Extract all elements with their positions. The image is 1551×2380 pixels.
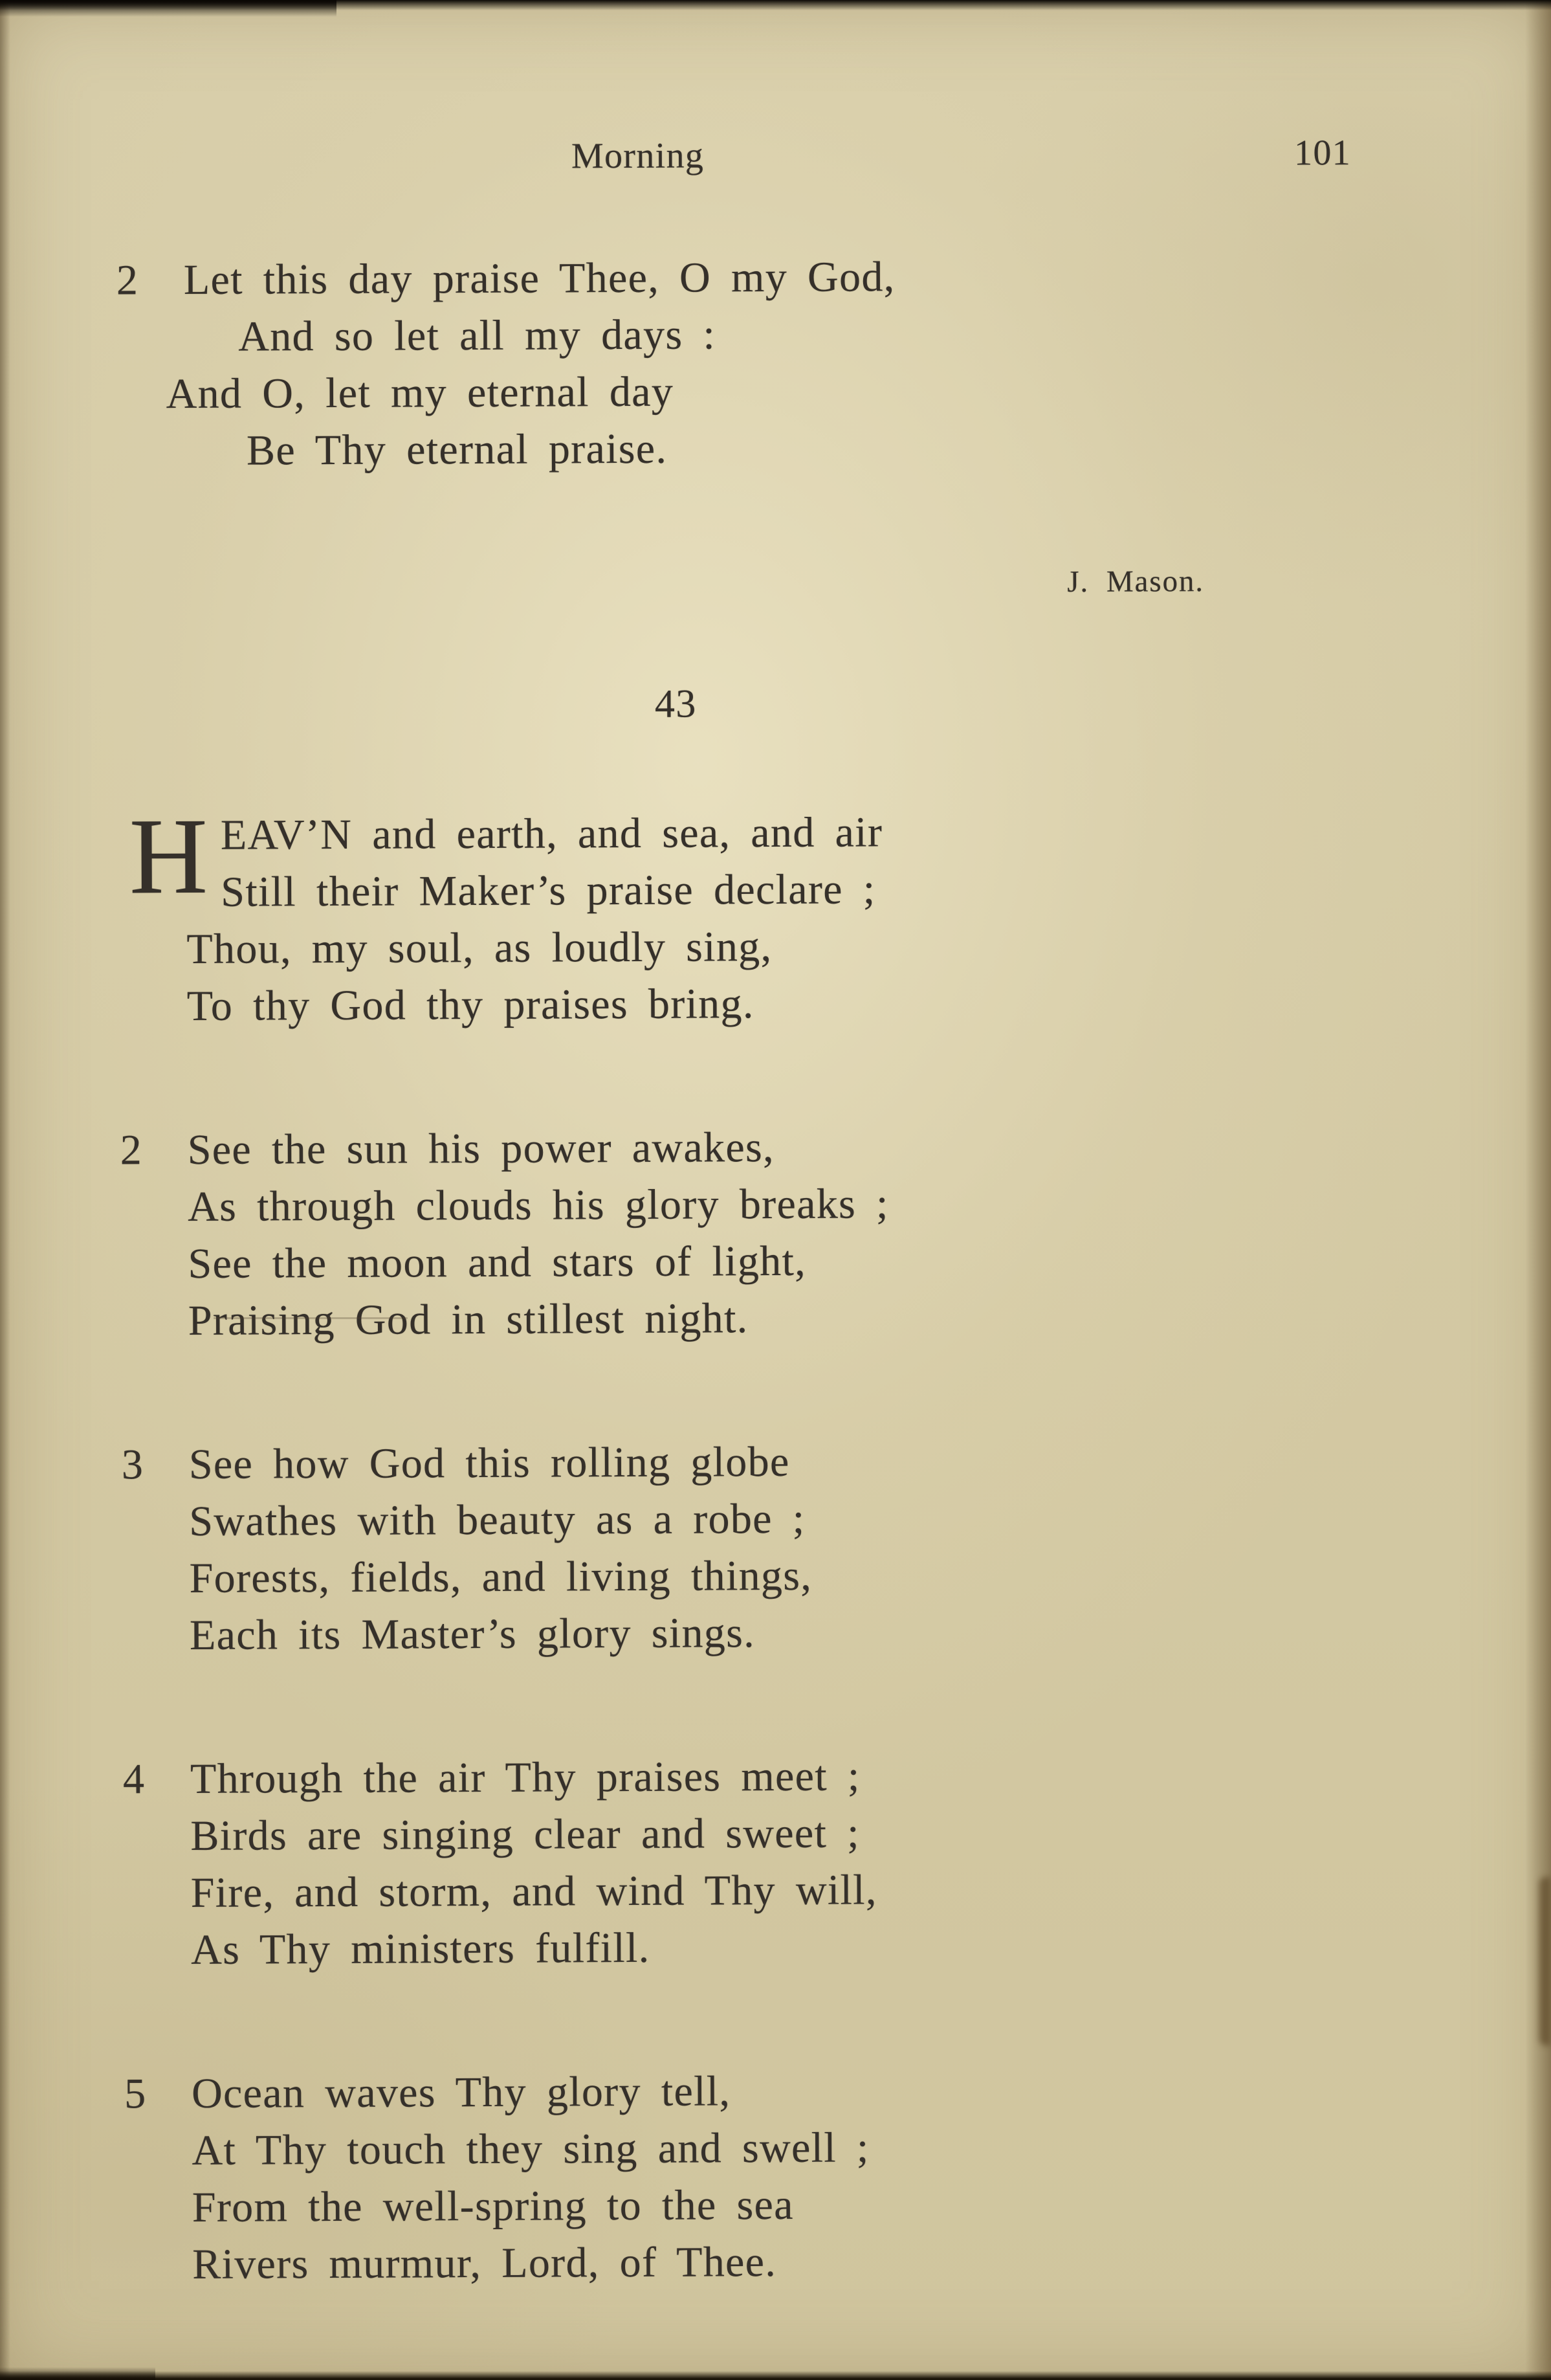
stanza-line: Through the air Thy praises meet ; <box>190 1752 861 1803</box>
stanza <box>129 795 1251 1035</box>
stanza-line: And O, let my eternal day <box>166 368 674 418</box>
stanza-line: Rivers murmur, Lord, of Thee. <box>192 2238 777 2288</box>
closing-stanza <box>116 247 1249 480</box>
stanza-line: Ocean waves Thy glory tell, <box>191 2067 731 2117</box>
stanza-line: Thou, my soul, as loudly sing, <box>186 923 773 973</box>
stanza-line: Forests, fields, and living things, <box>189 1551 813 1602</box>
stanza-line: Fire, and storm, and wind Thy will, <box>190 1866 877 1917</box>
stanza-line: As through clouds his glory breaks ; <box>187 1180 889 1230</box>
scan-corner-shadow <box>0 2367 155 2380</box>
stanza <box>121 1432 1255 1664</box>
stanza-line: Praising God in stillest night. <box>188 1295 749 1344</box>
stanza-line: To thy God thy praises bring. <box>186 980 754 1030</box>
page-header <box>183 131 1352 194</box>
scan-artifact-line <box>214 1317 408 1319</box>
stanza <box>120 1117 1253 1350</box>
section-title: Morning <box>571 135 705 177</box>
stanza-number: 5 <box>124 2070 147 2118</box>
stanza-line: See how God this rolling globe <box>188 1438 790 1488</box>
stanza-line: See the moon and stars of light, <box>188 1237 807 1287</box>
stanza-number: 4 <box>122 1755 146 1803</box>
scan-edge-top-left <box>0 0 336 17</box>
scan-edge-bottom <box>0 2371 1551 2380</box>
page-number: 101 <box>1293 133 1352 173</box>
stanza-line: As Thy ministers fulfill. <box>190 1924 650 1974</box>
author-attribution: J. Mason. <box>1067 564 1205 599</box>
stanza-line: Be Thy eternal praise. <box>246 425 668 474</box>
stanza-line: Swathes with beauty as a robe ; <box>189 1495 806 1545</box>
stanza-line: At Thy touch they sing and swell ; <box>192 2124 870 2174</box>
hymn-number: 43 <box>654 682 697 726</box>
stanza-line: From the well-spring to the sea <box>192 2181 794 2231</box>
stanza <box>122 1746 1256 1979</box>
scan-edge-notch <box>1539 1877 1551 2045</box>
stanza-line: Still their Maker’s praise declare ; <box>221 865 876 916</box>
stanza-number: 2 <box>120 1126 143 1174</box>
drop-cap-letter: H <box>129 795 208 917</box>
stanza <box>124 2061 1257 2293</box>
scan-edge-left <box>0 0 10 2380</box>
stanza-line: Each its Master’s glory sings. <box>189 1609 756 1659</box>
stanza-line: See the sun his power awakes, <box>187 1124 775 1173</box>
stanza-line: Let this day praise Thee, O my God, <box>183 253 896 304</box>
stanza-line: EAV’N and earth, and sea, and air <box>220 808 883 859</box>
stanza-line: And so let all my days : <box>238 311 716 361</box>
stanza-number: 2 <box>116 256 139 304</box>
stanza-number: 3 <box>121 1441 144 1489</box>
stanza-line: Birds are singing clear and sweet ; <box>190 1809 860 1860</box>
